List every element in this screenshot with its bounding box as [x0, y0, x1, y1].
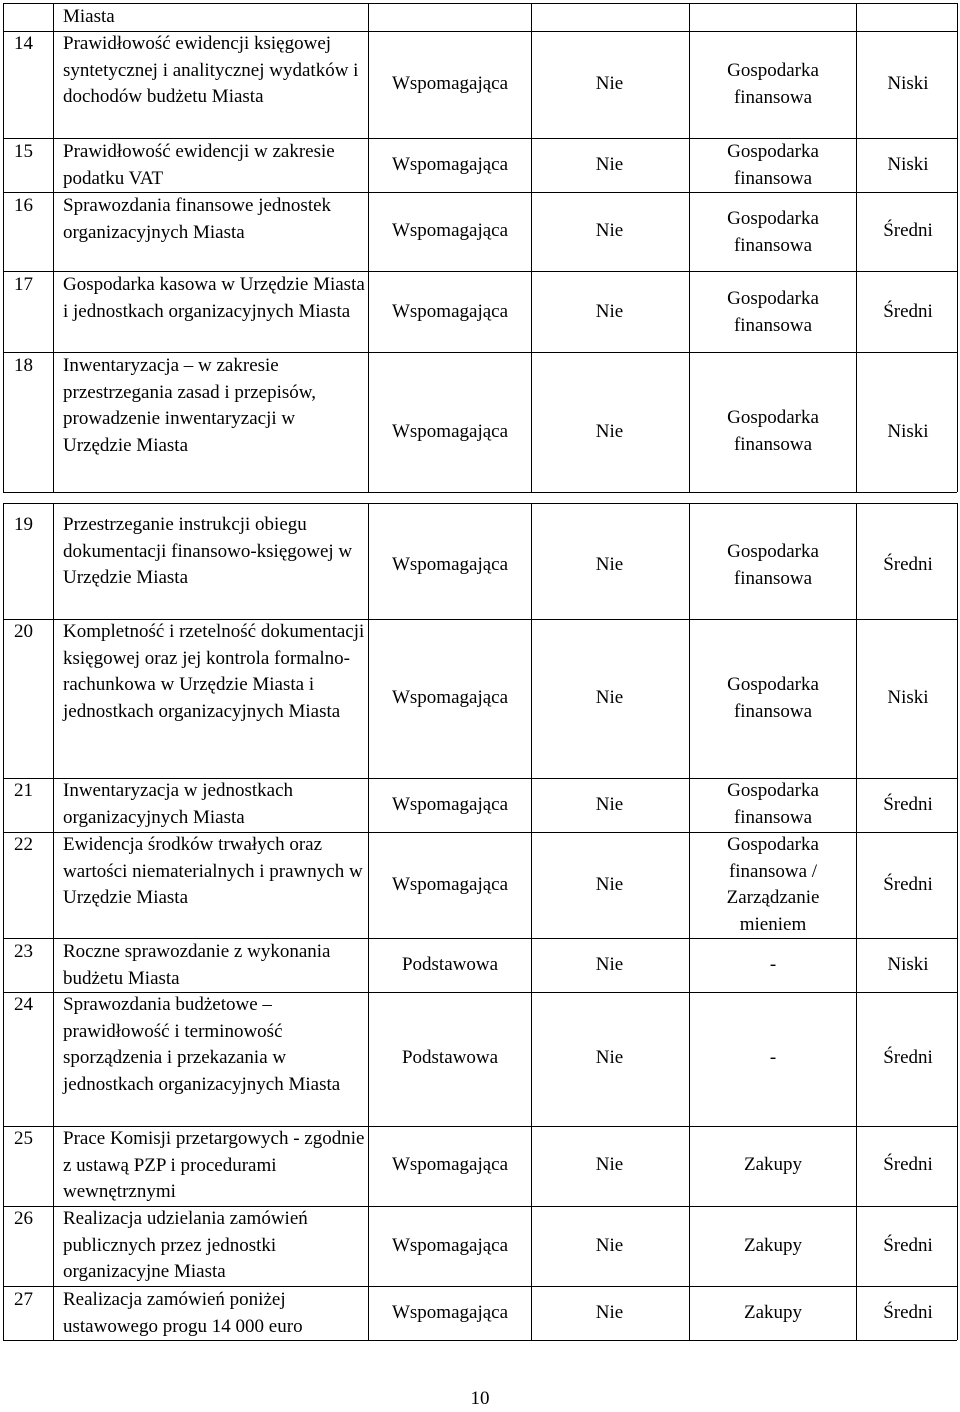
table-line: [856, 503, 857, 1340]
row-number: 23: [14, 941, 33, 962]
row-area: Gospodarka finansowa: [727, 208, 819, 256]
row-flag: Nie: [595, 421, 624, 442]
table-line: [53, 503, 54, 1340]
row-description: Roczne sprawozdanie z wykonania budżetu Miasta: [63, 941, 331, 989]
table-line: [3, 503, 4, 1340]
table-line: [368, 3, 369, 492]
row-risk: Niski: [887, 421, 929, 442]
row-area: -: [769, 954, 777, 975]
row-risk: Niski: [887, 73, 929, 94]
table-line: [689, 3, 690, 492]
row-risk: Średni: [883, 301, 933, 322]
row-number: 15: [14, 141, 33, 162]
table-line: [689, 503, 690, 1340]
row-flag: Nie: [595, 794, 624, 815]
row-area: Gospodarka finansowa: [727, 60, 819, 108]
row-area: Gospodarka finansowa / Zarządzanie mieniem: [726, 834, 820, 935]
row-flag: Nie: [595, 687, 624, 708]
row-risk: Średni: [883, 554, 933, 575]
row-area: -: [769, 1047, 777, 1068]
row-type: Podstawowa: [401, 954, 499, 975]
row-area: Gospodarka finansowa: [727, 288, 819, 336]
row-number: 21: [14, 780, 33, 801]
row-description: Prace Komisji przetargowych - zgodnie z ustawą PZP i procedurami wewnętrznymi: [63, 1128, 365, 1202]
table-line: [3, 492, 957, 493]
row-risk: Niski: [887, 954, 929, 975]
row-number: 25: [14, 1128, 33, 1149]
row-risk: Średni: [883, 1235, 933, 1256]
row-risk: Średni: [883, 794, 933, 815]
header-cell: Miasta: [63, 6, 115, 27]
table-line: [3, 1340, 957, 1341]
row-description: Prawidłowość ewidencji księgowej syntetycznej i analitycznej wydatków i dochodów budżetu Miasta: [63, 33, 359, 107]
table-line: [531, 503, 532, 1340]
row-type: Wspomagająca: [391, 1302, 509, 1323]
row-flag: Nie: [595, 1047, 624, 1068]
row-number: 14: [14, 33, 33, 54]
row-risk: Średni: [883, 1047, 933, 1068]
row-number: 22: [14, 834, 33, 855]
row-number: 26: [14, 1208, 33, 1229]
row-description: Realizacja udzielania zamówień publicznych przez jednostki organizacyjne Miasta: [63, 1208, 308, 1282]
row-type: Wspomagająca: [391, 1235, 509, 1256]
row-type: Wspomagająca: [391, 687, 509, 708]
row-area: Zakupy: [743, 1235, 803, 1256]
row-type: Wspomagająca: [391, 301, 509, 322]
row-risk: Niski: [887, 687, 929, 708]
row-area: Gospodarka finansowa: [727, 780, 819, 828]
row-type: Wspomagająca: [391, 73, 509, 94]
row-number: 18: [14, 355, 33, 376]
row-description: Sprawozdania budżetowe – prawidłowość i terminowość sporządzenia i przekazania w jednostkach organizacyjnych Miasta: [63, 994, 341, 1095]
row-type: Wspomagająca: [391, 554, 509, 575]
row-type: Wspomagająca: [391, 421, 509, 442]
row-risk: Średni: [883, 220, 933, 241]
table-line: [856, 3, 857, 492]
row-description: Realizacja zamówień poniżej ustawowego progu 14 000 euro: [63, 1289, 303, 1337]
row-number: 24: [14, 994, 33, 1015]
table-line: [368, 503, 369, 1340]
table-line: [3, 3, 4, 492]
row-area: Gospodarka finansowa: [727, 141, 819, 189]
row-area: Gospodarka finansowa: [727, 674, 819, 722]
row-number: 16: [14, 195, 33, 216]
row-type: Wspomagająca: [391, 794, 509, 815]
row-description: Sprawozdania finansowe jednostek organizacyjnych Miasta: [63, 195, 332, 243]
row-type: Wspomagająca: [391, 220, 509, 241]
page-number: 10: [470, 1388, 490, 1409]
row-type: Wspomagająca: [391, 154, 509, 175]
row-description: Przestrzeganie instrukcji obiegu dokumentacji finansowo-księgowej w Urzędzie Miasta: [63, 514, 353, 588]
row-type: Wspomagająca: [391, 1154, 509, 1175]
row-risk: Średni: [883, 874, 933, 895]
row-description: Gospodarka kasowa w Urzędzie Miasta i jednostkach organizacyjnych Miasta: [63, 274, 365, 322]
row-flag: Nie: [595, 1302, 624, 1323]
row-description: Kompletność i rzetelność dokumentacji księgowej oraz jej kontrola formalno-rachunkowa w Urzędzie Miasta i jednostkach organizacyjnych Miasta: [63, 621, 365, 722]
row-description: Prawidłowość ewidencji w zakresie podatku VAT: [63, 141, 335, 189]
row-flag: Nie: [595, 154, 624, 175]
table-line: [531, 3, 532, 492]
table-line: [957, 503, 958, 1340]
row-flag: Nie: [595, 1154, 624, 1175]
row-risk: Niski: [887, 154, 929, 175]
row-flag: Nie: [595, 554, 624, 575]
table-line: [3, 503, 957, 504]
table-line: [53, 3, 54, 492]
row-number: 27: [14, 1289, 33, 1310]
row-type: Podstawowa: [401, 1047, 499, 1068]
row-description: Inwentaryzacja w jednostkach organizacyjnych Miasta: [63, 780, 294, 828]
row-number: 17: [14, 274, 33, 295]
row-description: Inwentaryzacja – w zakresie przestrzegania zasad i przepisów, prowadzenie inwentaryzacji w Urzędzie Miasta: [63, 355, 317, 456]
row-flag: Nie: [595, 954, 624, 975]
row-area: Gospodarka finansowa: [727, 541, 819, 589]
row-area: Zakupy: [743, 1302, 803, 1323]
row-flag: Nie: [595, 301, 624, 322]
row-area: Zakupy: [743, 1154, 803, 1175]
row-risk: Średni: [883, 1154, 933, 1175]
row-flag: Nie: [595, 73, 624, 94]
row-risk: Średni: [883, 1302, 933, 1323]
row-area: Gospodarka finansowa: [727, 407, 819, 455]
row-flag: Nie: [595, 1235, 624, 1256]
row-type: Wspomagająca: [391, 874, 509, 895]
row-flag: Nie: [595, 220, 624, 241]
row-flag: Nie: [595, 874, 624, 895]
row-description: Ewidencja środków trwałych oraz wartości niematerialnych i prawnych w Urzędzie Miasta: [63, 834, 363, 908]
row-number: 19: [14, 514, 33, 535]
row-number: 20: [14, 621, 33, 642]
